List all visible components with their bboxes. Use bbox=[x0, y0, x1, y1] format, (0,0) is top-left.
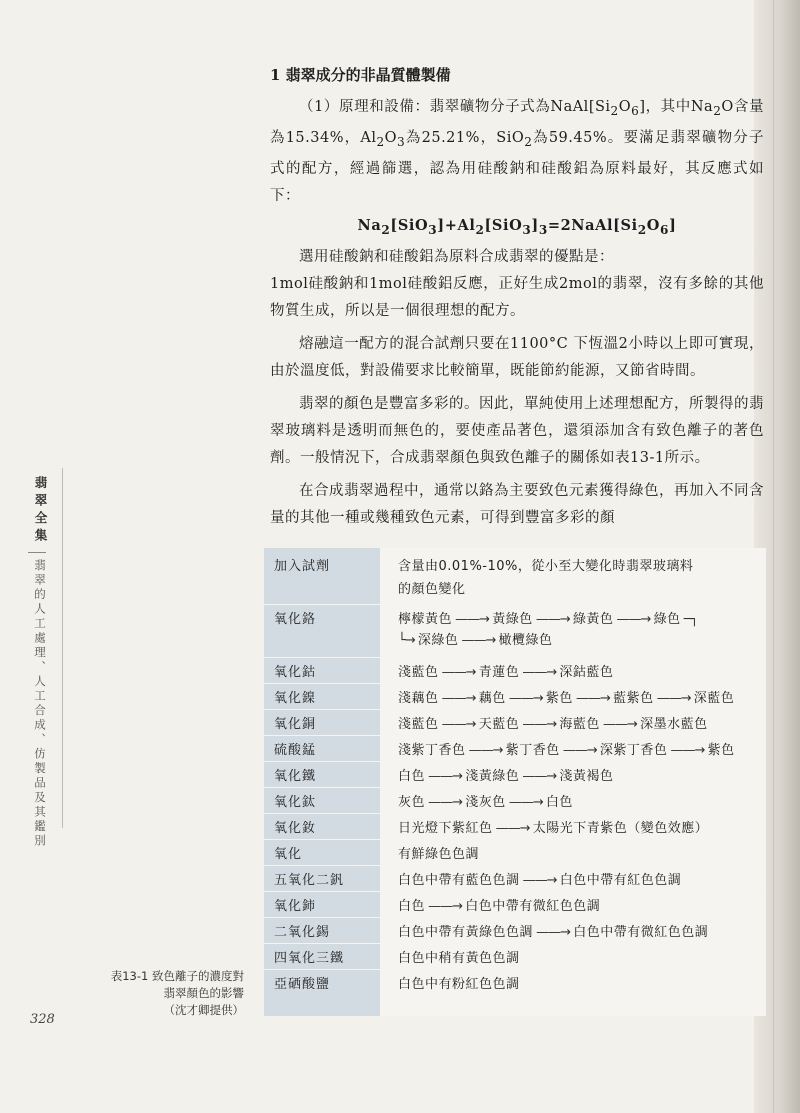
arrow-icon: ——→ bbox=[519, 717, 560, 732]
reagent-name: 氧化釹 bbox=[274, 821, 317, 836]
color-value: 白色中有粉紅色色調 bbox=[398, 977, 520, 992]
sidebar-rule bbox=[62, 468, 63, 828]
running-sidebar bbox=[24, 476, 52, 849]
arrow-icon: ——→ bbox=[667, 743, 708, 758]
arrow-icon: ——→ bbox=[438, 717, 479, 732]
arrow-icon: ——→ bbox=[505, 691, 546, 706]
caption-line-2: 翡翠顏色的影響 bbox=[163, 986, 244, 1000]
row-divider bbox=[264, 683, 380, 684]
color-value: 白色 bbox=[398, 899, 426, 914]
arrow-icon: ——→ bbox=[492, 821, 533, 836]
arrow-icon: ——→ bbox=[559, 743, 600, 758]
arrow-icon: ——→ bbox=[613, 612, 654, 627]
page-number: 328 bbox=[30, 1012, 55, 1027]
row-divider bbox=[264, 735, 380, 736]
chapter-title: 翡翠的人工處理、人工合成、仿製品及其鑑別 bbox=[33, 559, 47, 849]
color-value: 白色 bbox=[398, 769, 426, 784]
color-value: 青蓮色 bbox=[478, 665, 520, 680]
reagent-name: 硫酸錳 bbox=[274, 743, 317, 758]
reagent-name: 二氧化錫 bbox=[274, 925, 331, 940]
arrow-icon: ——→ bbox=[599, 717, 641, 732]
color-value: 白色中帶有藍色色調 bbox=[398, 873, 520, 888]
reagent-name: 氧化鈦 bbox=[274, 795, 317, 810]
row-divider bbox=[264, 657, 380, 658]
color-sequence bbox=[398, 739, 764, 758]
color-value: 淺藍色 bbox=[398, 717, 439, 732]
color-sequence bbox=[398, 687, 764, 706]
arrow-icon: ——→ bbox=[519, 769, 560, 784]
color-value: 黃綠色 bbox=[492, 612, 533, 627]
paragraph-process: 在合成翡翠過程中，通常以鉻為主要致色元素獲得綠色，再加入不同含量的其他一種或幾種致色元素，可得到豐富多彩的顏 bbox=[270, 482, 764, 526]
color-value: 深藍色 bbox=[693, 691, 735, 706]
main-text bbox=[270, 62, 764, 532]
arrow-icon: ——→ bbox=[519, 665, 560, 680]
color-value: 太陽光下青紫色（變色效應） bbox=[532, 821, 709, 836]
arrow-icon: ——→ bbox=[533, 925, 574, 940]
page-edge-line bbox=[773, 0, 774, 1113]
color-sequence bbox=[398, 869, 764, 888]
reagent-name: 氧化 bbox=[274, 847, 303, 862]
paragraph-melting: 熔融這一配方的混合試劑只要在1100°C 下恆溫2小時以上即可實現，由於溫度低，對設備要求比較簡單，既能節約能源，又節省時間。 bbox=[270, 335, 764, 379]
color-sequence bbox=[398, 608, 764, 648]
color-value: 淺藕色 bbox=[398, 691, 439, 706]
header-effect-line-1: 含量由0.01%-10%，從小至大變化時翡翠玻璃料 bbox=[398, 559, 694, 574]
color-sequence bbox=[398, 973, 764, 992]
color-value: 天藍色 bbox=[478, 717, 520, 732]
arrow-icon: ——→ bbox=[653, 691, 694, 706]
color-sequence bbox=[398, 921, 764, 940]
row-divider bbox=[264, 865, 380, 866]
arrow-icon: └→ bbox=[398, 633, 418, 648]
color-sequence bbox=[398, 791, 764, 810]
color-value: 紫丁香色 bbox=[505, 743, 560, 758]
caption-line-3: （沈才卿提供） bbox=[163, 1003, 244, 1017]
color-value: 深墨水藍色 bbox=[640, 717, 708, 732]
reaction-equation: $Na_2[SiO_3]+Al_2[SiO_3]_3=2NaAl[Si_2O_6]$ bbox=[357, 216, 677, 237]
arrow-icon: ——→ bbox=[505, 795, 546, 810]
paragraph-principle: （1）原理和設備：翡翠礦物分子式為$NaAl[Si_2O_6]$，其中$Na_2O$含量為15.34%，$Al_2O_3$為25.21%，SiO$_2$為59.45%。要滿足翡翠礦物分子式的配方，經過篩選，認為用硅酸鈉和硅酸鋁為原料最好，其反應式如下： bbox=[270, 99, 764, 204]
reagent-name: 氧化鎳 bbox=[274, 691, 317, 706]
color-value: 藕色 bbox=[478, 691, 506, 706]
color-value: 綠黃色 bbox=[572, 612, 614, 627]
arrow-icon: ——→ bbox=[465, 743, 506, 758]
arrow-icon: ——→ bbox=[458, 633, 499, 648]
arrow-icon: ——→ bbox=[425, 795, 466, 810]
row-divider bbox=[264, 969, 380, 970]
row-divider bbox=[264, 917, 380, 918]
color-value: 檸檬黃色 bbox=[398, 612, 453, 627]
arrow-icon: ─┐ bbox=[680, 612, 698, 627]
section-heading: 1 翡翠成分的非晶質體製備 bbox=[270, 66, 451, 84]
color-value: 白色中帶有紅色色調 bbox=[559, 873, 682, 888]
color-value: 海藍色 bbox=[559, 717, 600, 732]
row-divider bbox=[264, 709, 380, 710]
arrow-icon: ——→ bbox=[519, 873, 560, 888]
arrow-icon: ——→ bbox=[572, 691, 614, 706]
reagent-name: 亞硒酸鹽 bbox=[274, 977, 331, 992]
color-value: 橄欖綠色 bbox=[498, 633, 553, 648]
color-value: 白色中稍有黃色色調 bbox=[398, 951, 520, 966]
reagent-name: 氧化鐵 bbox=[274, 769, 317, 784]
caption-line-1: 表13-1 致色離子的濃度對 bbox=[110, 969, 244, 983]
paragraph-colors: 翡翠的顏色是豐富多彩的。因此，單純使用上述理想配方，所製得的翡翠玻璃料是透明而無色的，要使產品著色，還須添加含有致色離子的著色劑。一般情況下，合成翡翠顏色與致色離子的關係如表13-1所示。 bbox=[270, 395, 764, 466]
color-value: 淺藍色 bbox=[398, 665, 439, 680]
color-sequence bbox=[398, 713, 764, 732]
color-value: 淺灰色 bbox=[465, 795, 506, 810]
reagent-name: 五氧化二釩 bbox=[274, 873, 345, 888]
table-caption bbox=[92, 968, 244, 1019]
arrow-icon: ——→ bbox=[425, 899, 466, 914]
color-value: 有鮮綠色色調 bbox=[398, 847, 480, 862]
reagent-name: 氧化銅 bbox=[274, 717, 317, 732]
reagent-name: 四氧化三鐵 bbox=[274, 951, 345, 966]
color-value: 紫色 bbox=[707, 743, 735, 758]
arrow-icon: ——→ bbox=[532, 612, 573, 627]
color-value: 綠色 bbox=[653, 612, 681, 627]
row-divider bbox=[264, 813, 380, 814]
color-sequence bbox=[398, 661, 764, 680]
paragraph-advantages: 選用硅酸鈉和硅酸鋁為原料合成翡翠的優點是： bbox=[299, 248, 614, 265]
color-sequence bbox=[398, 765, 764, 784]
reagent-name: 氧化鉻 bbox=[274, 612, 317, 627]
header-effect bbox=[398, 555, 764, 597]
color-value: 深鈷藍色 bbox=[559, 665, 614, 680]
color-value: 白色中帶有微紅色色調 bbox=[465, 899, 601, 914]
color-value: 灰色 bbox=[398, 795, 426, 810]
color-value: 白色 bbox=[545, 795, 573, 810]
color-value: 淺紫丁香色 bbox=[398, 743, 466, 758]
color-value: 白色中帶有微紅色色調 bbox=[573, 925, 709, 940]
color-value: 白色中帶有黃綠色色調 bbox=[398, 925, 534, 940]
arrow-icon: ——→ bbox=[438, 691, 479, 706]
color-sequence bbox=[398, 947, 764, 966]
color-sequence bbox=[398, 817, 764, 836]
row-divider bbox=[264, 839, 380, 840]
row-divider bbox=[264, 891, 380, 892]
row-divider bbox=[264, 943, 380, 944]
color-value: 日光燈下紫紅色 bbox=[398, 821, 493, 836]
color-value: 紫色 bbox=[545, 691, 573, 706]
header-effect-line-2: 的顏色變化 bbox=[398, 582, 466, 597]
color-value: 淺黃綠色 bbox=[465, 769, 520, 784]
header-reagent: 加入試劑 bbox=[274, 559, 331, 574]
sidebar-divider bbox=[28, 552, 46, 553]
row-divider bbox=[264, 604, 380, 605]
paragraph-stoichiometry: 1mol硅酸鈉和1mol硅酸鋁反應，正好生成2mol的翡翠，沒有多餘的其他物質生成，所以是一個很理想的配方。 bbox=[270, 275, 764, 319]
color-value: 深紫丁香色 bbox=[599, 743, 668, 758]
color-sequence bbox=[398, 843, 764, 862]
color-value: 藍紫色 bbox=[613, 691, 654, 706]
row-divider bbox=[264, 761, 380, 762]
colorant-table bbox=[264, 548, 766, 1016]
arrow-icon: ——→ bbox=[438, 665, 479, 680]
book-title: 翡翠全集 bbox=[33, 476, 48, 546]
reagent-name: 氧化鈰 bbox=[274, 899, 317, 914]
arrow-icon: ——→ bbox=[452, 612, 493, 627]
arrow-icon: ——→ bbox=[425, 769, 466, 784]
reagent-name: 氧化鈷 bbox=[274, 665, 317, 680]
color-sequence bbox=[398, 895, 764, 914]
color-value: 深綠色 bbox=[417, 633, 459, 648]
color-value: 淺黃褐色 bbox=[559, 769, 614, 784]
row-divider bbox=[264, 787, 380, 788]
